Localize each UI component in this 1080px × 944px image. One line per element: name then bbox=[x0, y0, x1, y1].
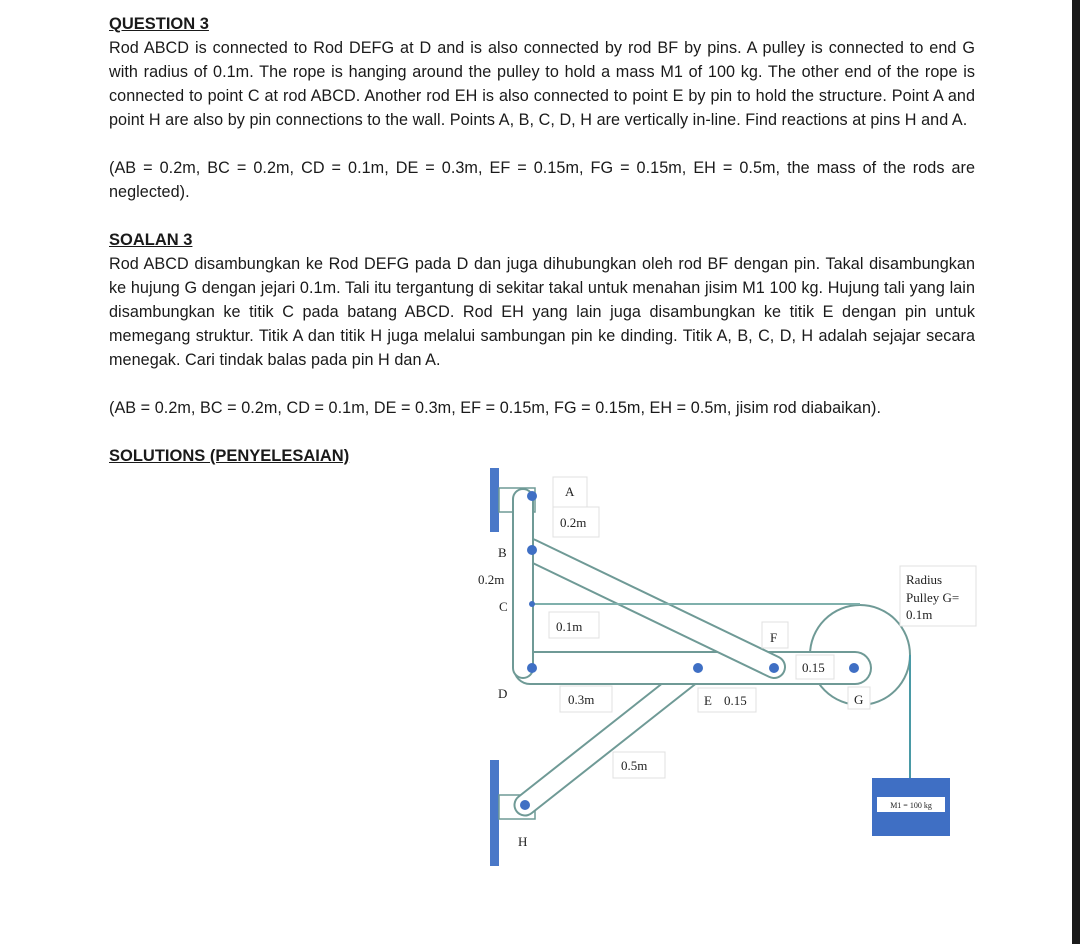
label-fg: 0.15 bbox=[802, 660, 825, 675]
structure-diagram bbox=[470, 462, 990, 872]
pin-h bbox=[520, 800, 530, 810]
label-de: 0.3m bbox=[568, 692, 595, 707]
page-edge bbox=[1072, 0, 1080, 944]
question-heading: QUESTION 3 bbox=[109, 15, 209, 33]
label-f: F bbox=[770, 630, 778, 645]
label-d: D bbox=[498, 686, 508, 701]
soalan-heading: SOALAN 3 bbox=[109, 231, 193, 249]
soalan-given: (AB = 0.2m, BC = 0.2m, CD = 0.1m, DE = 0.3m, EF = 0.15m, FG = 0.15m, EH = 0.5m, jisim rod diabaikan). bbox=[109, 399, 882, 417]
label-e: E bbox=[704, 693, 712, 708]
pin-e bbox=[693, 663, 703, 673]
label-radius-3: 0.1m bbox=[906, 607, 933, 622]
document bbox=[109, 12, 975, 468]
label-ab: 0.2m bbox=[560, 515, 587, 530]
pin-b bbox=[527, 545, 537, 555]
pin-d bbox=[527, 663, 537, 673]
soalan-body: Rod ABCD disambungkan ke Rod DEFG pada D dan juga dihubungkan oleh rod BF dengan pin. Takal disambungkan ke hujung G dengan jejari 0.1m. Tali itu tergantung di sekitar takal untuk menahan jisim M1 100 kg. Hujung tali yang lain disambungkan ke titik C pada batang ABCD. Rod EH yang lain juga disambungkan ke titik E dengan pin untuk memegang struktur. Titik A dan titik H juga melalui sambungan pin ke dinding. Titik A, B, C, D, H adalah sejajar secara menegak. Cari tindak balas pada pin H dan A. bbox=[109, 255, 975, 369]
solutions-heading: SOLUTIONS (PENYELESAIAN) bbox=[109, 447, 350, 465]
question-body: Rod ABCD is connected to Rod DEFG at D and is also connected by rod BF by pins. A pulley is connected to end G with radius of 0.1m. The rope is hanging around the pulley to hold a mass M1 of 100 kg. The other end of the rope is connected to point C at rod ABCD. Another rod EH is also connected to point E by pin to hold the structure. Point A and point H are also by pin connections to the wall. Points A, B, C, D, H are vertically in-line. Find reactions at pins H and A. bbox=[109, 39, 975, 129]
label-cd: 0.1m bbox=[556, 619, 583, 634]
label-g: G bbox=[854, 692, 864, 707]
question-given: (AB = 0.2m, BC = 0.2m, CD = 0.1m, DE = 0.3m, EF = 0.15m, FG = 0.15m, EH = 0.5m, the mass of the rods are neglected). bbox=[109, 159, 975, 201]
label-ef: 0.15 bbox=[724, 693, 747, 708]
label-c: C bbox=[499, 599, 508, 614]
label-radius-1: Radius bbox=[906, 572, 943, 587]
label-h: H bbox=[518, 834, 528, 849]
mass-label: M1 = 100 kg bbox=[890, 801, 932, 810]
diagram-svg bbox=[470, 462, 990, 872]
wall-bottom bbox=[490, 760, 499, 866]
pin-f bbox=[769, 663, 779, 673]
pin-a bbox=[527, 491, 537, 501]
pin-c bbox=[529, 601, 535, 607]
pin-g bbox=[849, 663, 859, 673]
wall-top bbox=[490, 468, 499, 532]
label-bc: 0.2m bbox=[478, 572, 505, 587]
label-radius-2: Pulley G= bbox=[906, 590, 960, 605]
label-eh: 0.5m bbox=[621, 758, 648, 773]
label-b: B bbox=[498, 545, 507, 560]
rod-bf bbox=[531, 550, 774, 667]
label-a: A bbox=[565, 484, 575, 499]
